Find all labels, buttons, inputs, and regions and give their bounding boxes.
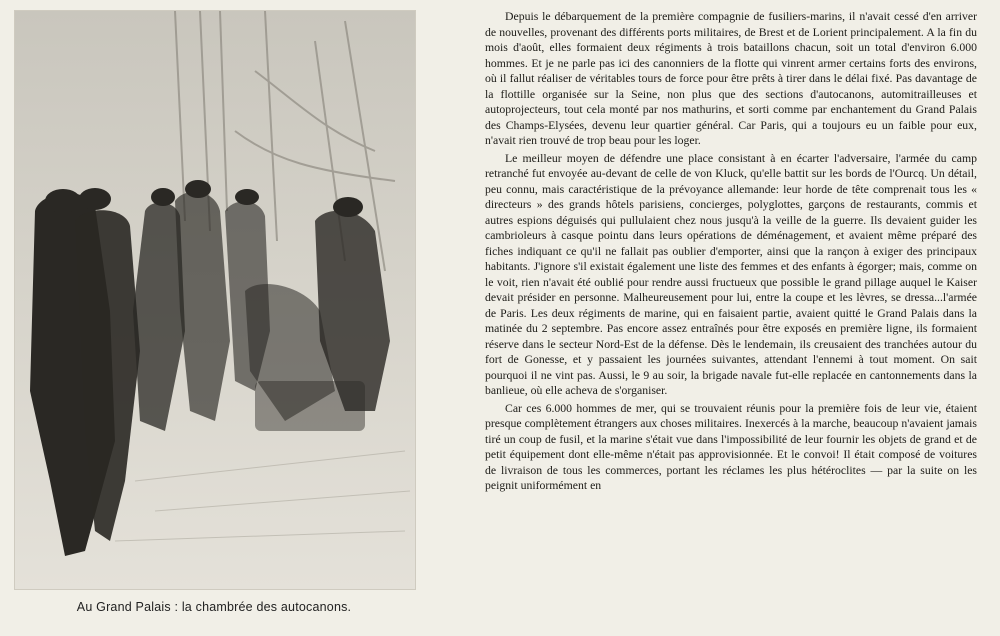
- illustration-caption: Au Grand Palais : la chambrée des autocanons.: [76, 600, 352, 614]
- article-text: [485, 9, 977, 631]
- paragraph: Depuis le débarquement de la première compagnie de fusiliers-marins, il n'avait cessé d'en arriver de nouvelles, provenant des différents ports militaires, de Brest et de Lorient principalement. A la fin du mois d'août, elles formaient deux régiments à trois bataillons chacun, soit un total d'environ 6.000 hommes. Et je ne parle pas ici des canonniers de la flotte qui vinrent armer certains forts des environs, où il fallut réaliser de véritables tours de force pour être prêts à tirer dans le délai fixé. Pas davantage de la flottille organisée sur la Seine, non plus que des sections d'autocanons, automitrailleuses et autoprojecteurs, tout cela monté par nos mathurins, et sorti comme par enchantement du Grand Palais des Champs-Elysées, devenu leur quartier général. Car Paris, qui a toujours eu un faible pour eux, n'avait rien trouvé de trop beau pour les loger.: [485, 10, 977, 147]
- illustration: [14, 10, 416, 590]
- paragraph: Le meilleur moyen de défendre une place consistant à en écarter l'adversaire, l'armée du camp retranché fut envoyée au-devant de celle de von Kluck, qu'elle battit sur les bords de l'Ourcq. Un détail, peu connu, mais caractéristique de la prévoyance allemande: leur horde de tête comprenait tous les « directeurs » des grands hôtels parisiens, concierges, polyglottes, garçons de restaurants, commis et autres espions déguisés qui pullulaient chez nous jusqu'à la veille de la guerre. Ils devaient guider les cambrioleurs à casque pointu dans leurs opérations de déménagement, et avaient même préparé des fiches indiquant ce qu'il ne fallait pas oublier d'emporter, ainsi que la rançon à exiger des principaux habitants. J'ignore s'il existait également une liste des femmes et des enfants à égorger; mais, comme on le voit, rien n'avait été oublié pour rendre aussi fructueux que possible le grand pillage auquel le Kaiser devait présider en personne. Malheureusement pour lui, entre la coupe et les lèvres, se dressa...l'armée de Paris. Les deux régiments de marine, qui en faisaient partie, avaient quitté le Grand Palais dans la matinée du 2 septembre. Pas encore assez entraînés pour être exposés en première ligne, ils formaient réserve dans le secteur Nord-Est de la défense. Dès le lendemain, ils creusaient des tranchées autour du fort de Gonesse, et y passaient les journées suivantes, attendant l'ennemi à tout moment. On sait pourquoi il ne vint pas. Aussi, le 9 au soir, la brigade navale fut-elle replacée en cantonnements dans la banlieue, où elle acheva de s'organiser.: [485, 151, 977, 397]
- sketch-drawing: [15, 11, 415, 589]
- paragraph: Car ces 6.000 hommes de mer, qui se trouvaient réunis pour la première fois de leur vie, étaient presque complètement étrangers aux choses militaires. Inexercés à la marche, beaucoup n'avaient jamais tiré un coup de fusil, et la marine s'était vue dans l'impossibilité de leur fournir les objets de grand et de petit équipement dont elle-même n'était pas approvisionnée. Et le convoi! Il était composé de voitures de livraison de tous les commerces, portant les réclames les plus hétéroclites — par la suite on les peignit uniformément en: [485, 401, 977, 492]
